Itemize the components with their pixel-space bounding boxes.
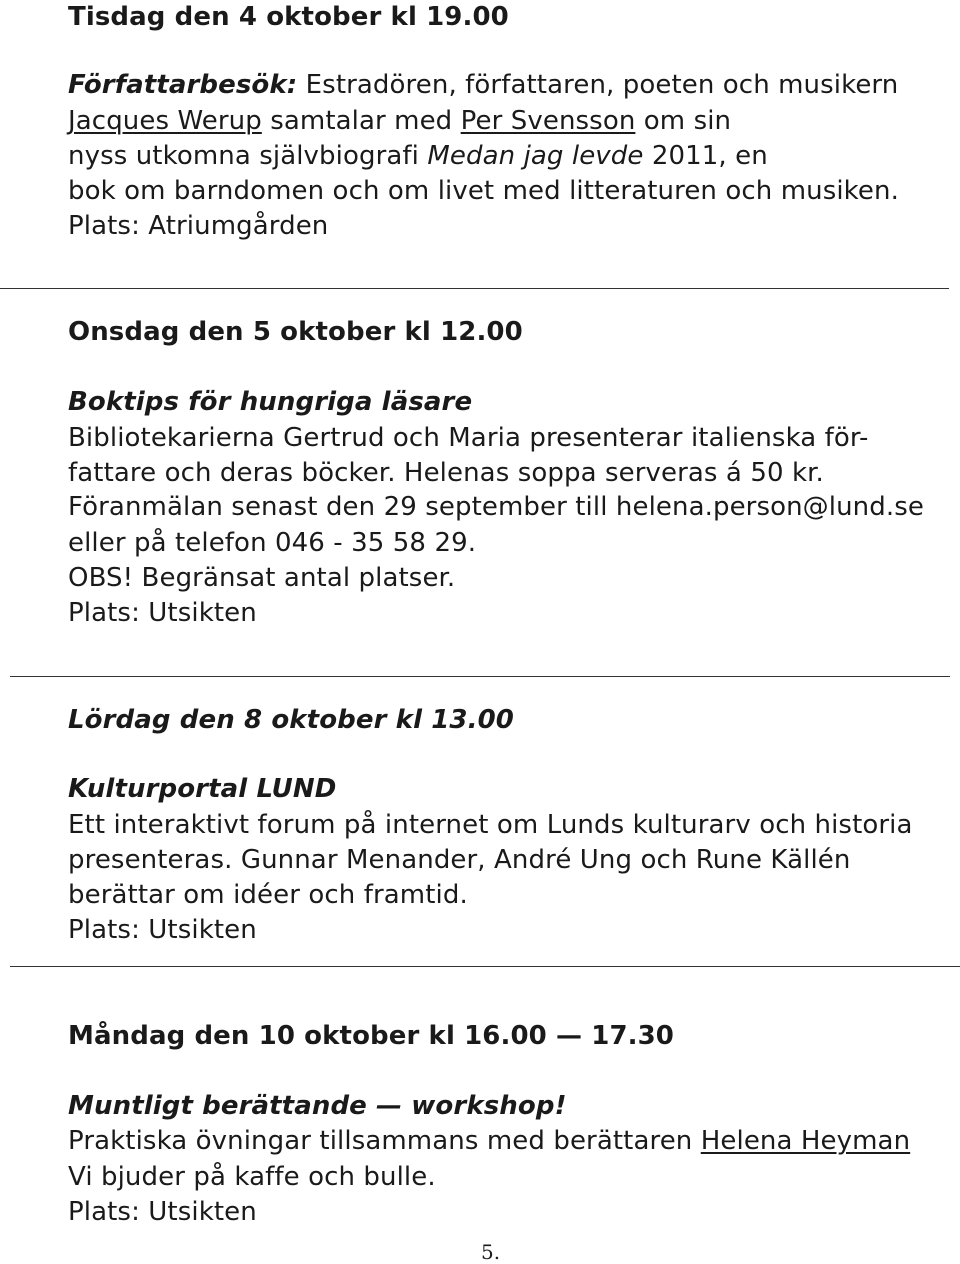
event-2-date: Onsdag den 5 oktober kl 12.00 [68, 317, 523, 347]
event-1-person-2: Per Svensson [460, 106, 636, 136]
event-1-book-title: Medan jag levde [427, 141, 644, 171]
event-4-line-2: Vi bjuder på kaffe och bulle. [68, 1162, 436, 1192]
divider-1 [0, 288, 949, 289]
event-3-date: Lördag den 8 oktober kl 13.00 [68, 705, 514, 735]
event-2-line-3: Föranmälan senast den 29 september till helena.person@lund.se [68, 492, 924, 522]
event-3-place: Plats: Utsikten [68, 915, 257, 945]
event-4-person: Helena Heyman [700, 1126, 911, 1156]
event-1-line-3-start: nyss utkomna självbiografi [68, 141, 428, 171]
event-2-place: Plats: Utsikten [68, 598, 257, 628]
event-1-line-3-end: 2011, en [643, 141, 768, 171]
event-1-line-3 [68, 139, 768, 173]
event-4-line-1 [68, 1124, 910, 1158]
event-1-line-1 [68, 68, 898, 102]
event-1-line-2 [68, 104, 731, 138]
divider-3 [10, 966, 960, 967]
event-4-title: Muntligt berättande — workshop! [68, 1091, 567, 1121]
event-1-place: Plats: Atriumgården [68, 211, 329, 241]
event-1-line-2-end: om sin [635, 106, 732, 136]
event-1-line-1-text: Estradören, författaren, poeten och musikern [297, 70, 899, 100]
event-2-line-2: fattare och deras böcker. Helenas soppa serveras á 50 kr. [68, 458, 824, 488]
event-1-label: Författarbesök: [68, 70, 298, 100]
event-3-line-3: berättar om idéer och framtid. [68, 880, 468, 910]
event-3-line-2: presenteras. Gunnar Menander, André Ung och Rune Källén [68, 845, 851, 875]
event-2-title: Boktips för hungriga läsare [68, 387, 473, 417]
event-1-person-1: Jacques Werup [68, 106, 262, 136]
event-1-line-2-mid: samtalar med [261, 106, 461, 136]
divider-2 [10, 676, 950, 677]
event-3-title: Kulturportal LUND [68, 774, 337, 804]
event-3-line-1: Ett interaktivt forum på internet om Lunds kulturarv och historia [68, 810, 913, 840]
event-4-place: Plats: Utsikten [68, 1197, 257, 1227]
page-number: 5. [481, 1240, 501, 1264]
event-2-line-5: OBS! Begränsat antal platser. [68, 563, 456, 593]
event-4-date: Måndag den 10 oktober kl 16.00 — 17.30 [68, 1021, 674, 1051]
event-2-line-4: eller på telefon 046 - 35 58 29. [68, 528, 477, 558]
event-1-date: Tisdag den 4 oktober kl 19.00 [68, 2, 509, 32]
event-2-line-1: Bibliotekarierna Gertrud och Maria presenterar italienska för- [68, 423, 869, 453]
event-4-line-1-start: Praktiska övningar tillsammans med berättaren [68, 1126, 701, 1156]
event-1-line-4: bok om barndomen och om livet med litteraturen och musiken. [68, 176, 899, 206]
